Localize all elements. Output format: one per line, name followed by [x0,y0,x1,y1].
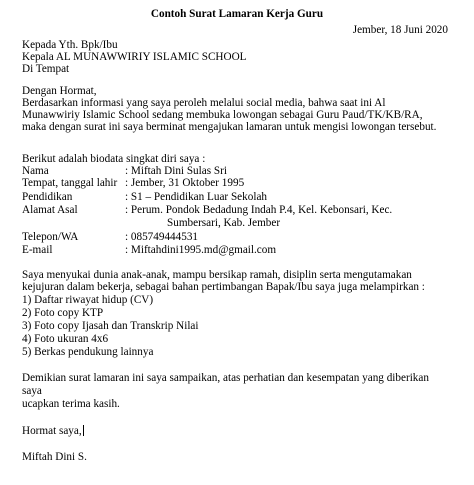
bio-email-label: E-mail [22,244,53,256]
bio-pendidikan-label: Pendidikan [22,191,73,203]
signature: Miftah Dini S. [22,451,87,463]
bio-telepon-value: : 085749444531 [125,231,199,243]
intro-line-3: maka dengan surat ini saya berminat mengajukan lamaran untuk mengisi lowongan tersebut. [22,121,437,133]
para2-line-2: kejujuran dalam bekerja, sebagai bahan pertimbangan Bapak/Ibu saya juga melampirkan : [22,281,425,293]
bio-intro: Berikut adalah biodata singkat diri saya : [22,153,206,165]
recipient-line-3: Di Tempat [22,63,70,75]
regards-text: Hormat saya, [22,425,82,437]
attachment-item: 1) Daftar riwayat hidup (CV) [22,294,154,306]
attachment-item: 4) Foto ukuran 4x6 [22,333,109,345]
letter-date: Jember, 18 Juni 2020 [352,24,448,36]
para2-line-1: Saya menyukai dunia anak-anak, mampu bersikap ramah, disiplin serta mengutamakan [22,269,412,281]
bio-pendidikan-value: : S1 – Pendidikan Luar Sekolah [125,191,268,203]
closing-line-3: ucapkan terima kasih. [22,398,120,410]
recipient-line-1: Kepada Yth. Bpk/Ibu [22,39,118,51]
attachment-item: 5) Berkas pendukung lainnya [22,346,154,358]
regards-line[interactable] [22,425,84,438]
intro-line-2: Munawwiriy Islamic School sedang membuka lowongan sebagai Guru Paud/TK/KB/RA, [22,109,423,121]
bio-alamat-label: Alamat Asal [22,204,78,216]
attachment-item: 3) Foto copy Ijasah dan Transkrip Nilai [22,320,199,332]
attachment-item: 2) Foto copy KTP [22,307,104,319]
bio-email-value: : Miftahdini1995.md@gmail.com [125,244,277,256]
bio-nama-value: : Miftah Dini Sulas Sri [125,165,227,177]
bio-ttl-value: : Jember, 31 Oktober 1995 [125,177,245,189]
text-cursor [83,425,84,436]
bio-telepon-label: Telepon/WA [22,231,79,243]
bio-alamat-value: : Perum. Pondok Bedadung Indah P.4, Kel. Kebonsari, Kec. [125,204,393,216]
intro-line-1: Berdasarkan informasi yang saya peroleh melalui social media, bahwa saat ini Al [22,97,386,109]
letter-title: Contoh Surat Lamaran Kerja Guru [150,8,324,20]
closing-line-2: saya [22,385,42,397]
bio-alamat-value-cont: Sumbersari, Kab. Jember [167,217,281,229]
bio-ttl-label: Tempat, tanggal lahir [22,177,118,189]
closing-line-1: Demikian surat lamaran ini saya sampaikan, atas perhatian dan kesempatan yang diberikan [22,372,429,384]
greeting: Dengan Hormat, [22,85,97,97]
bio-nama-label: Nama [22,165,49,177]
recipient-line-2: Kepala AL MUNAWWIRIY ISLAMIC SCHOOL [22,51,247,63]
